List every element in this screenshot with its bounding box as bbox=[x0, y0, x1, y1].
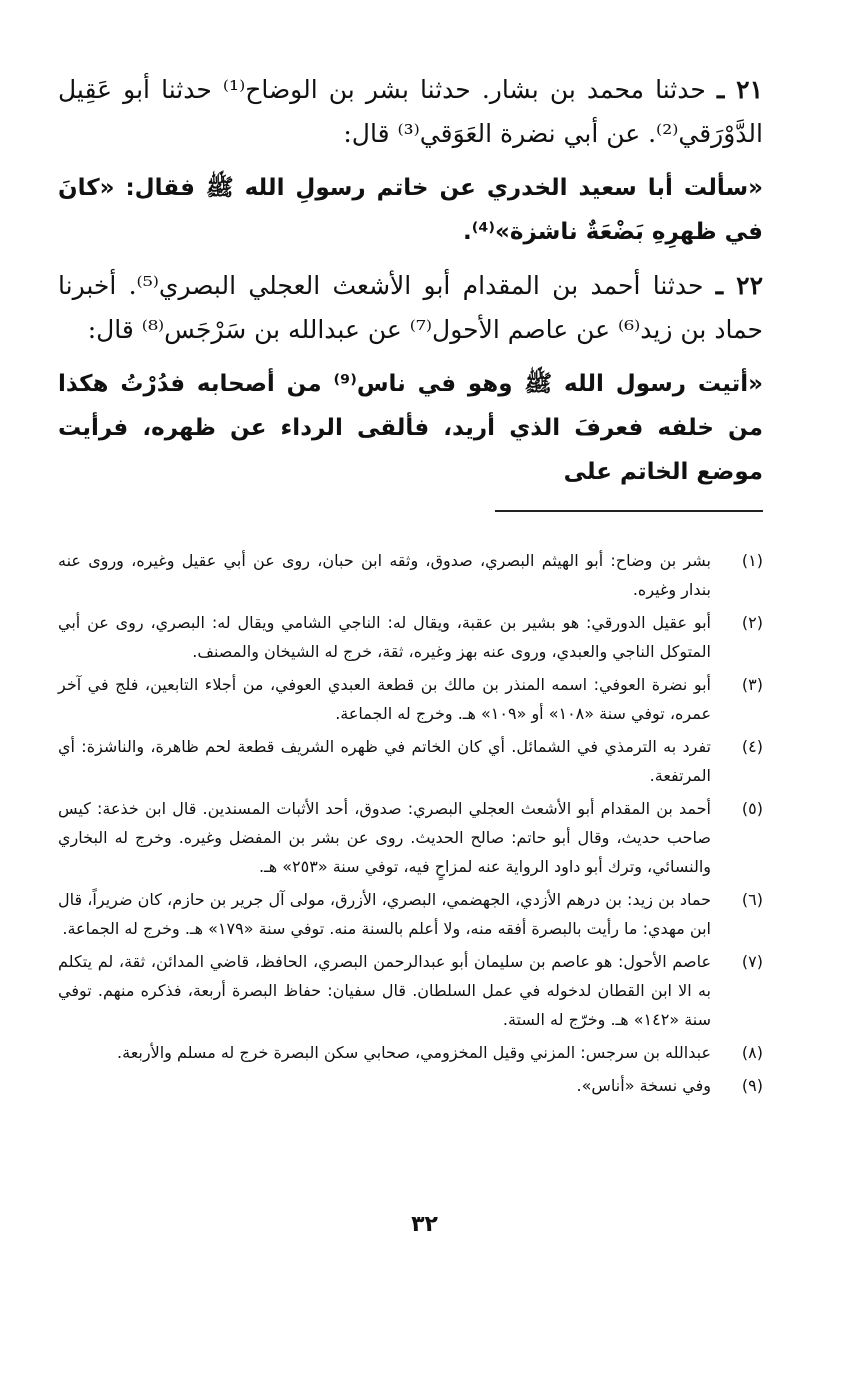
footnote-number: (٨) bbox=[741, 1043, 763, 1062]
footnote-divider bbox=[495, 510, 763, 512]
hadith-22-text: «أتيت رسول الله ﷺ وهو في ناس⁽⁹⁾ من أصحابه فدُرْتُ هكذا من خلفه فعرفَ الذي أريد، فألقى الرداء عن ظهره، فرأيت موضع الخاتم على bbox=[58, 371, 763, 485]
footnote-text: أحمد بن المقدام أبو الأشعث العجلي البصري: صدوق، أحد الأثبات المسندين. قال ابن خذعة: كيس صاحب حديث، وقال أبو حاتم: صالح الحديث. روى عن بشر بن المفضل وغيره. وخرج له البخاري والنسائي، وترك أبو داود الرواية عنه لمزاحٍ فيه، توفي سنة «٢٥٣» هـ. bbox=[58, 799, 711, 876]
footnote-item bbox=[58, 947, 763, 1034]
footnote-number: (٩) bbox=[741, 1076, 763, 1095]
hadith-21-text: «سألت أبا سعيد الخدري عن خاتم رسولِ الله ﷺ فقال: «كانَ في ظهرِهِ بَضْعَةٌ ناشزة»⁽⁴⁾. bbox=[58, 175, 763, 245]
hadith-22-isnad: حدثنا أحمد بن المقدام أبو الأشعث العجلي البصري⁽⁵⁾. أخبرنا حماد بن زيد⁽⁶⁾ عن عاصم الأحول⁽⁷⁾ عن عبدالله بن سَرْجَس⁽⁸⁾ قال: bbox=[58, 271, 763, 344]
hadith-22-chain bbox=[58, 264, 763, 352]
hadith-22-number: ٢٢ ـ bbox=[715, 271, 763, 300]
hadith-21-number: ٢١ ـ bbox=[716, 75, 764, 104]
footnote-text: بشر بن وضاح: أبو الهيثم البصري، صدوق، وثقه ابن حبان، روى عن أبي عقيل وغيره، وروى عنه بندار وغيره. bbox=[58, 551, 711, 599]
footnote-number: (٣) bbox=[741, 675, 763, 694]
footnote-item bbox=[58, 732, 763, 790]
footnote-number: (١) bbox=[741, 551, 763, 570]
footnote-text: أبو عقيل الدورقي: هو بشير بن عقبة، ويقال له: الناجي الشامي ويقال له: البصري، روى عن أبي المتوكل الناجي والعبدي، وروى عنه بهز وغيره، ثقة، خرج له الشيخان والمصنف. bbox=[58, 613, 711, 661]
footnote-item bbox=[58, 608, 763, 666]
main-text bbox=[58, 68, 763, 504]
footnote-text: وفي نسخة «أناس». bbox=[576, 1076, 711, 1095]
footnote-text: عبدالله بن سرجس: المزني وقيل المخزومي، صحابي سكن البصرة خرج له مسلم والأربعة. bbox=[117, 1043, 711, 1062]
footnote-number: (٢) bbox=[741, 613, 763, 632]
page-number: ٣٢ bbox=[411, 1212, 438, 1237]
footnote-number: (٥) bbox=[741, 799, 763, 818]
footnote-number: (٤) bbox=[741, 737, 763, 756]
hadith-21-isnad: حدثنا محمد بن بشار. حدثنا بشر بن الوضاح⁽¹⁾ حدثنا أبو عَقِيل الدَّوْرَقي⁽²⁾. عن أبي نضرة العَوَقي⁽³⁾ قال: bbox=[58, 75, 763, 148]
footnote-item bbox=[58, 670, 763, 728]
footnote-item bbox=[58, 794, 763, 881]
hadith-body bbox=[58, 68, 763, 494]
footnote-item bbox=[58, 546, 763, 604]
footnote-number: (٧) bbox=[741, 952, 763, 971]
footnote-item bbox=[58, 1071, 763, 1100]
footnotes bbox=[58, 546, 763, 1104]
footnote-text: تفرد به الترمذي في الشمائل. أي كان الخاتم في ظهره الشريف قطعة لحم ظاهرة، والناشزة: أي المرتفعة. bbox=[58, 737, 711, 785]
footnote-text: حماد بن زيد: بن درهم الأزدي، الجهضمي، البصري، الأزرق، مولى آل جرير بن حازم، كان ضريراً، قال ابن مهدي: ما رأيت بالبصرة أفقه منه، ولا أعلم بالسنة منه. توفي سنة «١٧٩» هـ. وخرج له الجماعة. bbox=[58, 890, 711, 938]
footnote-item bbox=[58, 1038, 763, 1067]
hadith-21-chain bbox=[58, 68, 763, 156]
footnote-number: (٦) bbox=[741, 890, 763, 909]
footnote-item bbox=[58, 885, 763, 943]
footnote-text: عاصم الأحول: هو عاصم بن سليمان أبو عبدالرحمن البصري، الحافظ، قاضي المدائن، ثقة، لم يتكلم به الا ابن القطان لدخوله في عمل السلطان. قال سفيان: حفاظ البصرة أربعة، فذكره منهم. توفي سنة «١٤٢» هـ. وخرّج له الستة. bbox=[58, 952, 711, 1029]
footnote-text: أبو نضرة العوفي: اسمه المنذر بن مالك بن قطعة العبدي العوفي، من أجلاء التابعين، فلج في آخر عمره، توفي سنة «١٠٨» أو «١٠٩» هـ. وخرج له الجماعة. bbox=[58, 675, 711, 723]
